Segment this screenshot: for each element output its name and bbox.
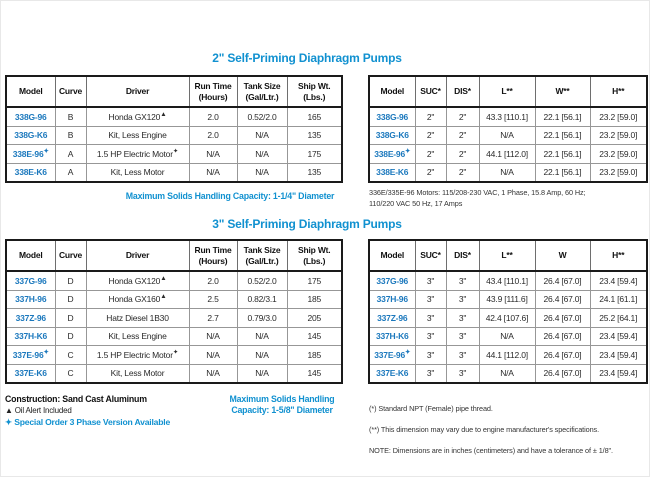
table-row bbox=[6, 107, 342, 126]
table-cell: D bbox=[55, 327, 86, 346]
table-cell: 42.4 [107.6] bbox=[479, 309, 535, 328]
table-cell: 23.4 [59.4] bbox=[590, 271, 647, 290]
column-header: W bbox=[535, 240, 590, 271]
model-number: 338G-K6 bbox=[369, 126, 415, 145]
table-row bbox=[369, 309, 647, 328]
table-cell: 0.52/2.0 bbox=[237, 107, 287, 126]
model-number: 337Z-96 bbox=[6, 309, 55, 328]
table-cell: N/A bbox=[189, 346, 237, 365]
table-cell: 43.3 [110.1] bbox=[479, 107, 535, 126]
table-cell: Kit, Less Engine bbox=[86, 126, 189, 145]
table-cell: 22.1 [56.1] bbox=[535, 107, 590, 126]
table-cell: 2" bbox=[415, 107, 446, 126]
column-header: Model bbox=[6, 240, 55, 271]
table-3in-drivers bbox=[5, 239, 343, 384]
table-cell: 185 bbox=[287, 290, 342, 309]
section-title-3in: 3" Self-Priming Diaphragm Pumps bbox=[212, 217, 402, 231]
construction-legend bbox=[5, 394, 170, 428]
construction-note: Construction: Sand Cast Aluminum bbox=[5, 394, 147, 404]
table-cell: 44.1 [112.0] bbox=[479, 145, 535, 164]
model-number: 337H-96 bbox=[369, 290, 415, 309]
table-2in-drivers bbox=[5, 75, 343, 183]
table-cell: 2" bbox=[446, 126, 479, 145]
table-row bbox=[369, 327, 647, 346]
column-header: Model bbox=[369, 240, 415, 271]
table-cell: 3" bbox=[415, 327, 446, 346]
column-header: SUC* bbox=[415, 76, 446, 107]
table-cell: 26.4 [67.0] bbox=[535, 309, 590, 328]
table-cell: 26.4 [67.0] bbox=[535, 364, 590, 383]
table-cell: 25.2 [64.1] bbox=[590, 309, 647, 328]
column-header: W** bbox=[535, 76, 590, 107]
table-row bbox=[6, 346, 342, 365]
table-cell: C bbox=[55, 346, 86, 365]
column-header: Run Time (Hours) bbox=[189, 240, 237, 271]
table-cell: N/A bbox=[479, 364, 535, 383]
header-row bbox=[369, 76, 647, 107]
model-number: 338E-K6 bbox=[369, 163, 415, 182]
table-cell: 23.2 [59.0] bbox=[590, 163, 647, 182]
table-cell: 3" bbox=[446, 290, 479, 309]
model-number: 337E-K6 bbox=[6, 364, 55, 383]
table-row bbox=[369, 364, 647, 383]
table-cell: 26.4 [67.0] bbox=[535, 346, 590, 365]
table-cell: C bbox=[55, 364, 86, 383]
table-cell: D bbox=[55, 271, 86, 290]
table-cell: 3" bbox=[446, 364, 479, 383]
table-cell: 135 bbox=[287, 126, 342, 145]
table-cell: 2" bbox=[446, 145, 479, 164]
table-cell: 1.5 HP Electric Motor✦ bbox=[86, 346, 189, 365]
table-cell: N/A bbox=[237, 163, 287, 182]
table-cell: 44.1 [112.0] bbox=[479, 346, 535, 365]
table-cell: 2" bbox=[415, 126, 446, 145]
column-header: DIS* bbox=[446, 76, 479, 107]
table-cell: 22.1 [56.1] bbox=[535, 163, 590, 182]
table-cell: N/A bbox=[189, 364, 237, 383]
solids-capacity-caption-3in: Maximum Solids Handling Capacity: 1-5/8" Diameter bbox=[229, 394, 335, 416]
table-cell: N/A bbox=[237, 327, 287, 346]
table-cell: 2" bbox=[446, 163, 479, 182]
column-header: Model bbox=[369, 76, 415, 107]
table-cell: 175 bbox=[287, 271, 342, 290]
dimension-vary-footnote: (**) This dimension may vary due to engine manufacturer's specifications. bbox=[369, 424, 600, 434]
table-cell: 26.4 [67.0] bbox=[535, 271, 590, 290]
table-row bbox=[6, 271, 342, 290]
table-cell: 3" bbox=[446, 271, 479, 290]
column-header: Tank Size (Gal/Ltr.) bbox=[237, 240, 287, 271]
table-cell: 3" bbox=[446, 346, 479, 365]
table-row bbox=[6, 126, 342, 145]
table-cell: 2.0 bbox=[189, 107, 237, 126]
column-header: Curve bbox=[55, 76, 86, 107]
table-cell: 145 bbox=[287, 364, 342, 383]
model-number: 338E-96✦ bbox=[369, 145, 415, 164]
table-cell: Honda GX120▲ bbox=[86, 271, 189, 290]
table-row bbox=[369, 163, 647, 182]
table-row bbox=[6, 163, 342, 182]
table-cell: D bbox=[55, 309, 86, 328]
model-number: 337G-96 bbox=[369, 271, 415, 290]
model-number: 337Z-96 bbox=[369, 309, 415, 328]
table-cell: N/A bbox=[237, 126, 287, 145]
table-cell: 1.5 HP Electric Motor✦ bbox=[86, 145, 189, 164]
table-cell: 23.2 [59.0] bbox=[590, 107, 647, 126]
table-cell: Honda GX120▲ bbox=[86, 107, 189, 126]
table-cell: 0.79/3.0 bbox=[237, 309, 287, 328]
table-row bbox=[6, 309, 342, 328]
table-cell: 43.4 [110.1] bbox=[479, 271, 535, 290]
table-row bbox=[6, 290, 342, 309]
column-header: Run Time (Hours) bbox=[189, 76, 237, 107]
model-number: 337G-96 bbox=[6, 271, 55, 290]
model-number: 337E-K6 bbox=[369, 364, 415, 383]
model-number: 338E-96✦ bbox=[6, 145, 55, 164]
table-row bbox=[369, 290, 647, 309]
table-cell: 175 bbox=[287, 145, 342, 164]
special-order-note: ✦ Special Order 3 Phase Version Available bbox=[5, 416, 171, 427]
table-row bbox=[369, 145, 647, 164]
section-title-2in: 2" Self-Priming Diaphragm Pumps bbox=[212, 51, 402, 65]
table-cell: 0.82/3.1 bbox=[237, 290, 287, 309]
model-number: 337E-96✦ bbox=[6, 346, 55, 365]
table-cell: 23.4 [59.4] bbox=[590, 346, 647, 365]
table-cell: B bbox=[55, 107, 86, 126]
column-header: H** bbox=[590, 240, 647, 271]
table-row bbox=[6, 364, 342, 383]
table-cell: N/A bbox=[479, 327, 535, 346]
solids-capacity-caption-2in: Maximum Solids Handling Capacity: 1-1/4" Diameter bbox=[125, 191, 335, 201]
table-cell: Hatz Diesel 1B30 bbox=[86, 309, 189, 328]
oil-alert-note: ▲ Oil Alert Included bbox=[5, 405, 72, 415]
motor-spec-note: 336E/335E-96 Motors: 115/208-230 VAC, 1 Phase, 15.8 Amp, 60 Hz; 110/220 VAC 50 Hz, 17 Amps bbox=[369, 188, 586, 208]
table-cell: B bbox=[55, 126, 86, 145]
table-cell: 3" bbox=[446, 327, 479, 346]
column-header: Driver bbox=[86, 240, 189, 271]
npt-footnote: (*) Standard NPT (Female) pipe thread. bbox=[369, 403, 493, 413]
table-row bbox=[369, 271, 647, 290]
column-header: SUC* bbox=[415, 240, 446, 271]
table-cell: A bbox=[55, 163, 86, 182]
table-cell: 2" bbox=[415, 163, 446, 182]
table-cell: 23.4 [59.4] bbox=[590, 327, 647, 346]
column-header: Driver bbox=[86, 76, 189, 107]
model-number: 338G-K6 bbox=[6, 126, 55, 145]
table-cell: 3" bbox=[415, 290, 446, 309]
tolerance-footnote: NOTE: Dimensions are in inches (centimeters) and have a tolerance of ± 1/8". bbox=[369, 445, 613, 455]
table-cell: 145 bbox=[287, 327, 342, 346]
table-cell: 2.7 bbox=[189, 309, 237, 328]
table-cell: 0.52/2.0 bbox=[237, 271, 287, 290]
column-header: L** bbox=[479, 240, 535, 271]
table-cell: N/A bbox=[479, 163, 535, 182]
column-header: H** bbox=[590, 76, 647, 107]
table-cell: N/A bbox=[237, 145, 287, 164]
table-cell: 23.2 [59.0] bbox=[590, 126, 647, 145]
table-cell: 2.0 bbox=[189, 271, 237, 290]
table-cell: 2" bbox=[446, 107, 479, 126]
table-2in-dimensions bbox=[368, 75, 648, 183]
column-header: Tank Size (Gal/Ltr.) bbox=[237, 76, 287, 107]
table-cell: 3" bbox=[415, 364, 446, 383]
table-row bbox=[369, 126, 647, 145]
table-cell: 165 bbox=[287, 107, 342, 126]
table-cell: 2.5 bbox=[189, 290, 237, 309]
table-cell: Honda GX160▲ bbox=[86, 290, 189, 309]
table-cell: 26.4 [67.0] bbox=[535, 327, 590, 346]
table-cell: 2" bbox=[415, 145, 446, 164]
column-header: Model bbox=[6, 76, 55, 107]
table-cell: 43.9 [111.6] bbox=[479, 290, 535, 309]
table-cell: 23.4 [59.4] bbox=[590, 364, 647, 383]
header-row bbox=[6, 240, 342, 271]
table-cell: Kit, Less Engine bbox=[86, 327, 189, 346]
table-cell: 185 bbox=[287, 346, 342, 365]
table-row bbox=[369, 346, 647, 365]
column-header: L** bbox=[479, 76, 535, 107]
model-number: 338G-96 bbox=[369, 107, 415, 126]
column-header: Ship Wt. (Lbs.) bbox=[287, 76, 342, 107]
model-number: 337H-K6 bbox=[369, 327, 415, 346]
table-cell: A bbox=[55, 145, 86, 164]
model-number: 337H-K6 bbox=[6, 327, 55, 346]
table-cell: N/A bbox=[237, 346, 287, 365]
table-cell: 26.4 [67.0] bbox=[535, 290, 590, 309]
table-cell: 2.0 bbox=[189, 126, 237, 145]
table-cell: 23.2 [59.0] bbox=[590, 145, 647, 164]
table-row bbox=[369, 107, 647, 126]
dimension-footnotes bbox=[369, 393, 649, 467]
table-3in-dimensions bbox=[368, 239, 648, 384]
table-cell: Kit, Less Motor bbox=[86, 163, 189, 182]
table-cell: 135 bbox=[287, 163, 342, 182]
table-cell: N/A bbox=[479, 126, 535, 145]
table-cell: D bbox=[55, 290, 86, 309]
column-header: DIS* bbox=[446, 240, 479, 271]
table-row bbox=[6, 327, 342, 346]
table-cell: N/A bbox=[237, 364, 287, 383]
table-row bbox=[6, 145, 342, 164]
header-row bbox=[6, 76, 342, 107]
model-number: 337H-96 bbox=[6, 290, 55, 309]
header-row bbox=[369, 240, 647, 271]
table-cell: 22.1 [56.1] bbox=[535, 145, 590, 164]
table-cell: N/A bbox=[189, 327, 237, 346]
model-number: 338E-K6 bbox=[6, 163, 55, 182]
table-cell: 3" bbox=[415, 346, 446, 365]
model-number: 337E-96✦ bbox=[369, 346, 415, 365]
table-cell: N/A bbox=[189, 163, 237, 182]
column-header: Curve bbox=[55, 240, 86, 271]
table-cell: 3" bbox=[415, 309, 446, 328]
table-cell: 24.1 [61.1] bbox=[590, 290, 647, 309]
table-cell: N/A bbox=[189, 145, 237, 164]
table-cell: 205 bbox=[287, 309, 342, 328]
column-header: Ship Wt. (Lbs.) bbox=[287, 240, 342, 271]
table-cell: 3" bbox=[415, 271, 446, 290]
table-cell: Kit, Less Motor bbox=[86, 364, 189, 383]
table-cell: 22.1 [56.1] bbox=[535, 126, 590, 145]
table-cell: 3" bbox=[446, 309, 479, 328]
model-number: 338G-96 bbox=[6, 107, 55, 126]
